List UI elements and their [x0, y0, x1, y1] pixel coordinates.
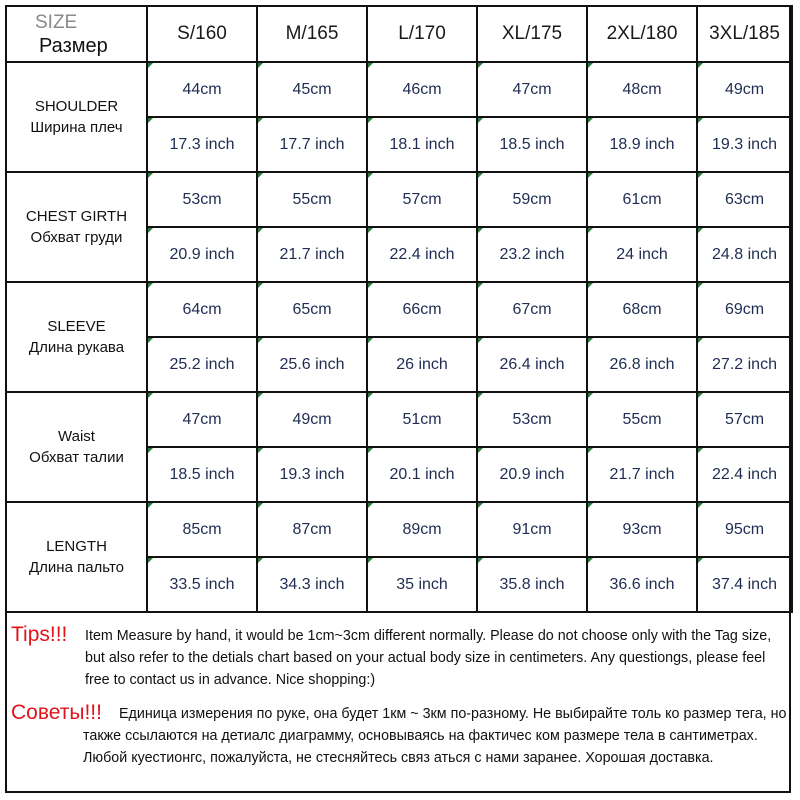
inch-value-cell: 37.4 inch: [697, 557, 792, 612]
row-label-cell: [6, 282, 147, 392]
column-header-s: S/160: [147, 6, 257, 62]
cm-value-cell: 93cm: [587, 502, 697, 557]
cm-value-cell: 66cm: [367, 282, 477, 337]
cm-value-cell: 65cm: [257, 282, 367, 337]
tips-english: [7, 625, 789, 691]
row-label-ru: Обхват талии: [29, 449, 124, 466]
inch-value-cell: 23.2 inch: [477, 227, 587, 282]
inch-value-cell: 18.5 inch: [477, 117, 587, 172]
cm-value-cell: 91cm: [477, 502, 587, 557]
cm-value-cell: 61cm: [587, 172, 697, 227]
cm-value-cell: 68cm: [587, 282, 697, 337]
inch-value-cell: 25.2 inch: [147, 337, 257, 392]
cm-value-cell: 45cm: [257, 62, 367, 117]
inch-value-cell: 26 inch: [367, 337, 477, 392]
inch-value-cell: 20.1 inch: [367, 447, 477, 502]
column-header-xl: XL/175: [477, 6, 587, 62]
cm-value-cell: 53cm: [477, 392, 587, 447]
cm-value-cell: 69cm: [697, 282, 792, 337]
row-label-cell: [6, 62, 147, 172]
inch-value-cell: 27.2 inch: [697, 337, 792, 392]
tips-text-en: Item Measure by hand, it would be 1cm~3cm different normally. Please do not choose only with the Tag size, but also refer to the detials chart based on your actual body size in centimeters. Any questiongs, please feel free to contact us in advance. Nice shopping:): [85, 628, 772, 688]
tips-heading-ru: Советы!!!: [11, 701, 102, 724]
cm-value-cell: 59cm: [477, 172, 587, 227]
tips-text-ru: Единица измерения по руке, она будет 1км ~ 3км по-разному. Не выбирайте толь ко размер тега, но также ссылаются на детиалс диаграмму, основываясь на фактичес ком размере тела в сантиметрах. Любой куестионгс, пожалуйста, не стесняйтесь связ аться с нами заранее. Хорошая доставка.: [83, 706, 787, 766]
tips-heading-en: Tips!!!: [11, 623, 68, 646]
cm-value-cell: 47cm: [147, 392, 257, 447]
row-label-en: LENGTH: [46, 538, 107, 555]
row-label-ru: Обхват груди: [30, 229, 123, 246]
inch-value-cell: 22.4 inch: [697, 447, 792, 502]
cm-value-cell: 51cm: [367, 392, 477, 447]
column-header-3xl: 3XL/185: [697, 6, 792, 62]
inch-value-cell: 22.4 inch: [367, 227, 477, 282]
row-label-ru: Длина пальто: [29, 559, 124, 576]
size-chart: [5, 5, 791, 793]
inch-value-cell: 24.8 inch: [697, 227, 792, 282]
cm-value-cell: 49cm: [697, 62, 792, 117]
cm-value-cell: 47cm: [477, 62, 587, 117]
inch-value-cell: 25.6 inch: [257, 337, 367, 392]
inch-value-cell: 26.4 inch: [477, 337, 587, 392]
cm-value-cell: 49cm: [257, 392, 367, 447]
inch-value-cell: 21.7 inch: [257, 227, 367, 282]
row-label-ru: Ширина плеч: [30, 119, 123, 136]
inch-value-cell: 34.3 inch: [257, 557, 367, 612]
cm-value-cell: 85cm: [147, 502, 257, 557]
measurement-row-cm: [6, 282, 792, 337]
size-table: [5, 5, 793, 613]
inch-value-cell: 36.6 inch: [587, 557, 697, 612]
cm-value-cell: 87cm: [257, 502, 367, 557]
column-header-l: L/170: [367, 6, 477, 62]
inch-value-cell: 21.7 inch: [587, 447, 697, 502]
cm-value-cell: 55cm: [257, 172, 367, 227]
inch-value-cell: 20.9 inch: [477, 447, 587, 502]
column-header-2xl: 2XL/180: [587, 6, 697, 62]
inch-value-cell: 26.8 inch: [587, 337, 697, 392]
inch-value-cell: 18.5 inch: [147, 447, 257, 502]
cm-value-cell: 89cm: [367, 502, 477, 557]
measurement-row-cm: [6, 392, 792, 447]
inch-value-cell: 17.7 inch: [257, 117, 367, 172]
column-header-m: M/165: [257, 6, 367, 62]
cm-value-cell: 48cm: [587, 62, 697, 117]
tips-section: [7, 611, 789, 769]
cm-value-cell: 57cm: [697, 392, 792, 447]
inch-value-cell: 18.9 inch: [587, 117, 697, 172]
header-row: [6, 6, 792, 62]
razmer-label: Размер: [39, 35, 108, 57]
measurement-row-cm: [6, 502, 792, 557]
inch-value-cell: 33.5 inch: [147, 557, 257, 612]
cm-value-cell: 55cm: [587, 392, 697, 447]
cm-value-cell: 44cm: [147, 62, 257, 117]
row-label-cell: [6, 392, 147, 502]
inch-value-cell: 35.8 inch: [477, 557, 587, 612]
tips-russian: [7, 703, 789, 769]
row-label-ru: Длина рукава: [28, 339, 125, 356]
inch-value-cell: 19.3 inch: [697, 117, 792, 172]
inch-value-cell: 18.1 inch: [367, 117, 477, 172]
size-header-cell: [6, 6, 147, 62]
cm-value-cell: 57cm: [367, 172, 477, 227]
cm-value-cell: 67cm: [477, 282, 587, 337]
cm-value-cell: 64cm: [147, 282, 257, 337]
row-label-en: Waist: [58, 428, 95, 445]
inch-value-cell: 24 inch: [587, 227, 697, 282]
row-label-en: SLEEVE: [47, 318, 106, 335]
inch-value-cell: 19.3 inch: [257, 447, 367, 502]
row-label-cell: [6, 502, 147, 612]
row-label-en: SHOULDER: [34, 98, 119, 115]
cm-value-cell: 63cm: [697, 172, 792, 227]
cm-value-cell: 46cm: [367, 62, 477, 117]
row-label-cell: [6, 172, 147, 282]
measurement-row-cm: [6, 62, 792, 117]
inch-value-cell: 35 inch: [367, 557, 477, 612]
inch-value-cell: 20.9 inch: [147, 227, 257, 282]
inch-value-cell: 17.3 inch: [147, 117, 257, 172]
row-label-en: CHEST GIRTH: [25, 208, 128, 225]
size-label: SIZE: [35, 12, 78, 33]
measurement-row-cm: [6, 172, 792, 227]
cm-value-cell: 95cm: [697, 502, 792, 557]
cm-value-cell: 53cm: [147, 172, 257, 227]
